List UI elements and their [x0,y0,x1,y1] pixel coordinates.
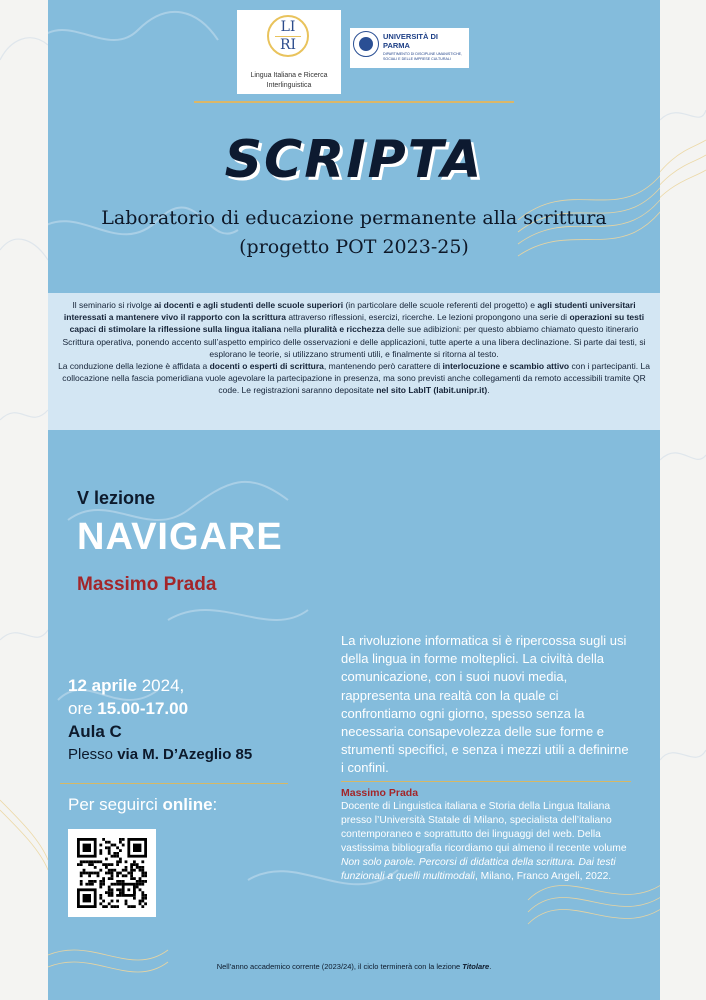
event-time: ore 15.00-17.00 [68,699,189,718]
intro-paragraph-1 [58,299,650,360]
intro-p2-run: docenti o esperti di scrittura [209,361,324,372]
university-logo [350,28,469,68]
footer-note: Nell’anno accademico corrente (2023/24), il ciclo terminerà con la lezione Titolare. [216,962,492,971]
intro-p2-run: con i partecipanti. La collocazione nella fascia pomeridiana vuole agevolare la partecipazione in presenza, ma sono previsti anche collegamenti da remoto accessibili tramite QR code. Le registrazioni saranno depositate [62,361,650,396]
qr-code[interactable] [68,829,156,917]
page-subtitle [48,204,660,262]
intro-p1-run: pluralità e ricchezza [303,324,385,335]
liri-mark-bottom: RI [279,37,297,53]
qr-code-icon [77,838,147,908]
intro-p1-run: attraverso riflessioni, esercizi, ricerche. Le lezioni propongono una serie di [285,312,570,323]
speaker-name: Massimo Prada [77,574,217,595]
lesson-number: V lezione [77,488,156,508]
intro-p1-run: Il seminario si rivolge [72,300,155,310]
intro-p2-run: interlocuzione e scambio attivo [442,361,570,372]
intro-p2-run: nel sito LabIT (labit.unipr.it) [376,385,488,396]
event-room: Aula C [68,722,122,741]
intro-p1-run: operazioni su testi capaci di stimolare la riflessione sulla lingua italiana [69,312,645,335]
lesson-title: NAVIGARE [77,516,283,558]
page-title: SCRIPTA [224,130,484,190]
intro-p1-run: agli studenti universitari interessati a mantenere vivo il rapporto con la scrittura [63,300,636,323]
intro-p1-run: nella [281,324,304,335]
university-name: UNIVERSITÀ DI PARMA [383,32,439,50]
bio-name: Massimo Prada [341,787,419,799]
subtitle-line-2: (progetto POT 2023-25) [239,236,469,258]
online-label: Per seguirci online: [68,795,218,814]
description-divider [341,781,631,782]
university-seal-icon [353,31,379,57]
event-date: 12 aprile 2024, [68,676,185,695]
intro-p1-run: delle sue adibizioni: per questo abbiamo chiamato questo itinerario Scrittura operativa, ponendo accento sull’aspetto empirico delle osservazioni e delle applicazioni, tutte aperte a una libera declinazione. Si parte dai testi, si esplorano le teorie, si utilizzano strumenti utili, e finalmente si ritorna al testo. [62,324,646,359]
event-details [68,674,288,766]
liri-mark-top: LI [280,19,296,35]
main-panel [48,0,660,1000]
intro-p2-run: , mantenendo però carattere di [323,361,443,372]
subtitle-line-1: Laboratorio di educazione permanente alla scrittura [101,207,607,229]
liri-circle-mark [267,15,309,57]
speaker-bio: Docente di Linguistica italiana e Storia della Lingua Italiana presso l’Università Statale di Milano, specialista dell’italiano contemporaneo e soprattutto dei linguaggi del web. Della vastissima bibliografia ricordiamo qui almeno il recente volume Non solo parole. Percorsi di didattica della scrittura. Dai testi funzionali a quelli multimodali, Milano, Franco Angeli, 2022. [341,801,627,882]
intro-box [48,293,660,430]
liri-logo [237,10,341,94]
lesson-description: La rivoluzione informatica si è ripercossa sugli usi della lingua in forme molteplici. La civiltà della comunicazione, con i suoi nuovi media, rappresenta una realtà con la quale ci confrontiamo ogni giorno, spesso senza la necessaria consapevolezza delle sue forme e strumenti specifici, e senza i mezzi utili a definirne i confini. [341,633,629,776]
header-divider [194,101,514,103]
intro-p1-run: ai docenti e agli studenti delle scuole superiori [154,300,344,310]
book-title: Non solo parole. Percorsi di didattica della scrittura. Dai testi funzionali a quelli multimodali [341,857,616,882]
intro-p2-run: . [487,385,490,396]
intro-paragraph-2 [58,360,650,397]
details-divider [60,783,288,784]
university-department: DIPARTIMENTO DI DISCIPLINE UMANISTICHE, SOCIALI E DELLE IMPRESE CULTURALI [383,52,463,61]
intro-p1-run: (in particolare delle scuole referenti del progetto) e [343,300,538,310]
event-venue: Plesso via M. D’Azeglio 85 [68,746,253,763]
intro-p2-run: La conduzione della lezione è affidata a [58,361,210,372]
liri-name: Lingua Italiana e Ricerca Interlinguistica [250,72,328,89]
